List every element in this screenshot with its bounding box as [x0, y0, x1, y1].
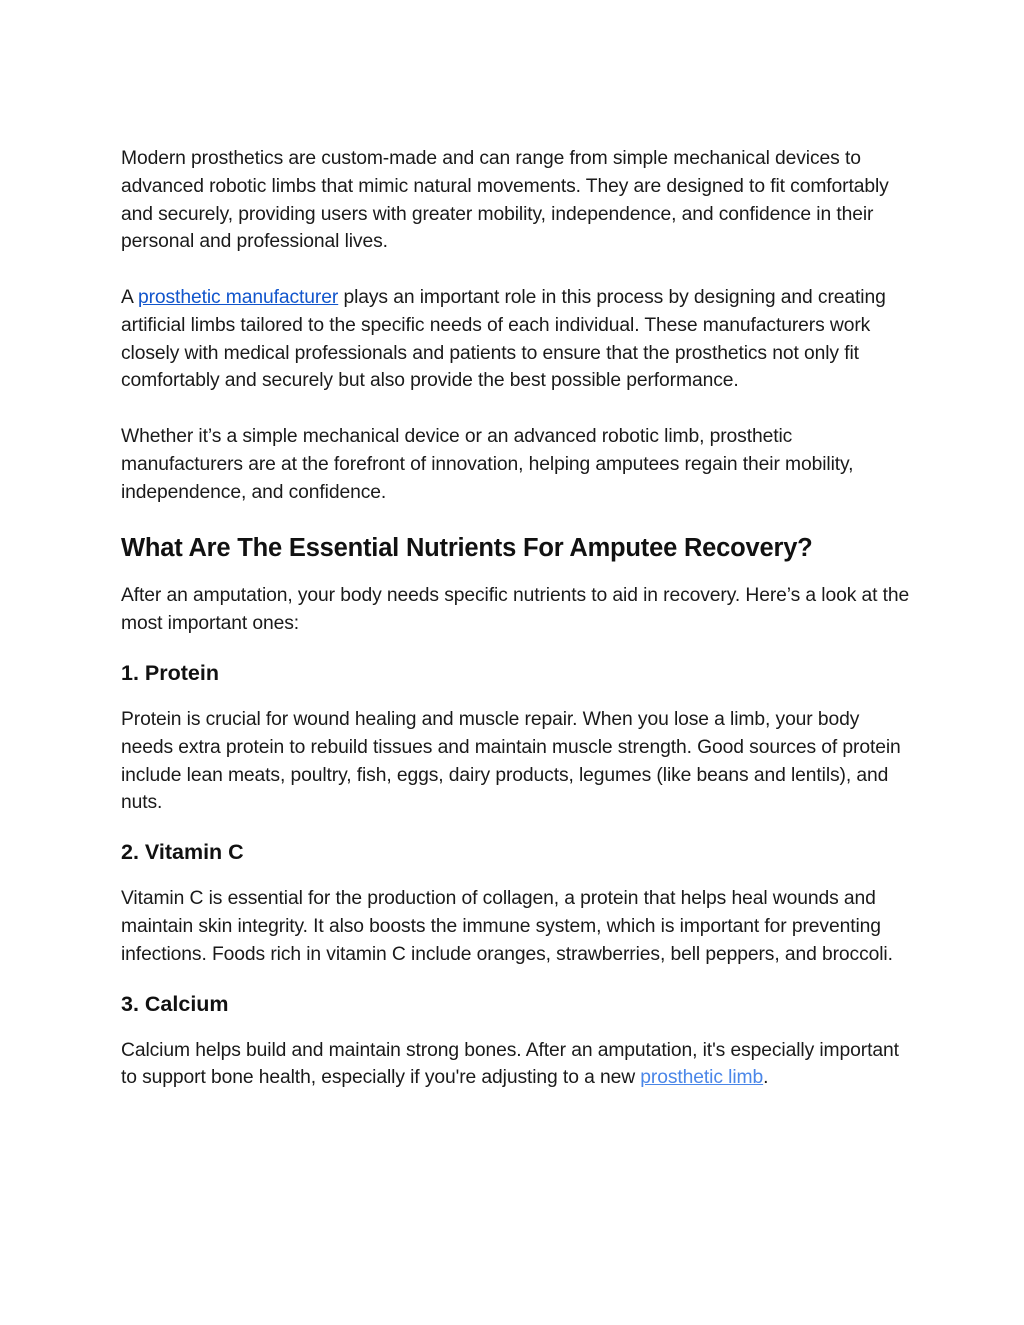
- intro-paragraph-3: Whether it’s a simple mechanical device or an advanced robotic limb, prosthetic manufacturers are at the forefront of innovation, helping amputees regain their mobility, independence, and confidence.: [121, 425, 854, 503]
- protein-heading: 1. Protein: [121, 660, 219, 685]
- calcium-text: [121, 1037, 911, 1093]
- intro-paragraph-2: [121, 284, 911, 395]
- vitamin-c-heading: 2. Vitamin C: [121, 840, 244, 865]
- intro-paragraph-2-lead: A: [121, 286, 138, 308]
- document-page: [121, 145, 911, 1092]
- calcium-text-lead: Calcium helps build and maintain strong bones. After an amputation, it's especially important to support bone health, especially if you're adjusting to a new: [121, 1039, 899, 1089]
- intro-paragraph-2-rest: plays an important role in this process by designing and creating artificial limbs tailored to the specific needs of each individual. These manufacturers work closely with medical professionals and patients to ensure that the prosthetics not only fit comfortably and securely but also provide the best possible performance.: [121, 286, 886, 392]
- section-intro: After an amputation, your body needs specific nutrients to aid in recovery. Here’s a look at the most important ones:: [121, 585, 910, 635]
- calcium-text-end: .: [763, 1067, 769, 1089]
- vitamin-c-text: Vitamin C is essential for the production of collagen, a protein that helps heal wounds and maintain skin integrity. It also boosts the immune system, which is important for preventing infections. Foods rich in vitamin C include oranges, strawberries, bell peppers, and broccoli.: [121, 888, 893, 965]
- calcium-heading: 3. Calcium: [121, 991, 229, 1016]
- section-heading: What Are The Essential Nutrients For Amputee Recovery?: [121, 534, 813, 563]
- prosthetic-manufacturer-link[interactable]: prosthetic manufacturer: [137, 286, 339, 308]
- intro-paragraph-1: Modern prosthetics are custom-made and can range from simple mechanical devices to advanced robotic limbs that mimic natural movements. They are designed to fit comfortably and securely, providing users with greater mobility, independence, and confidence in their personal and professional lives.: [121, 148, 889, 253]
- prosthetic-limb-link[interactable]: prosthetic limb: [640, 1067, 764, 1089]
- protein-text: Protein is crucial for wound healing and muscle repair. When you lose a limb, your body needs extra protein to rebuild tissues and maintain muscle strength. Good sources of protein include lean meats, poultry, fish, eggs, dairy products, legumes (like beans and lentils), and nuts.: [121, 708, 901, 814]
